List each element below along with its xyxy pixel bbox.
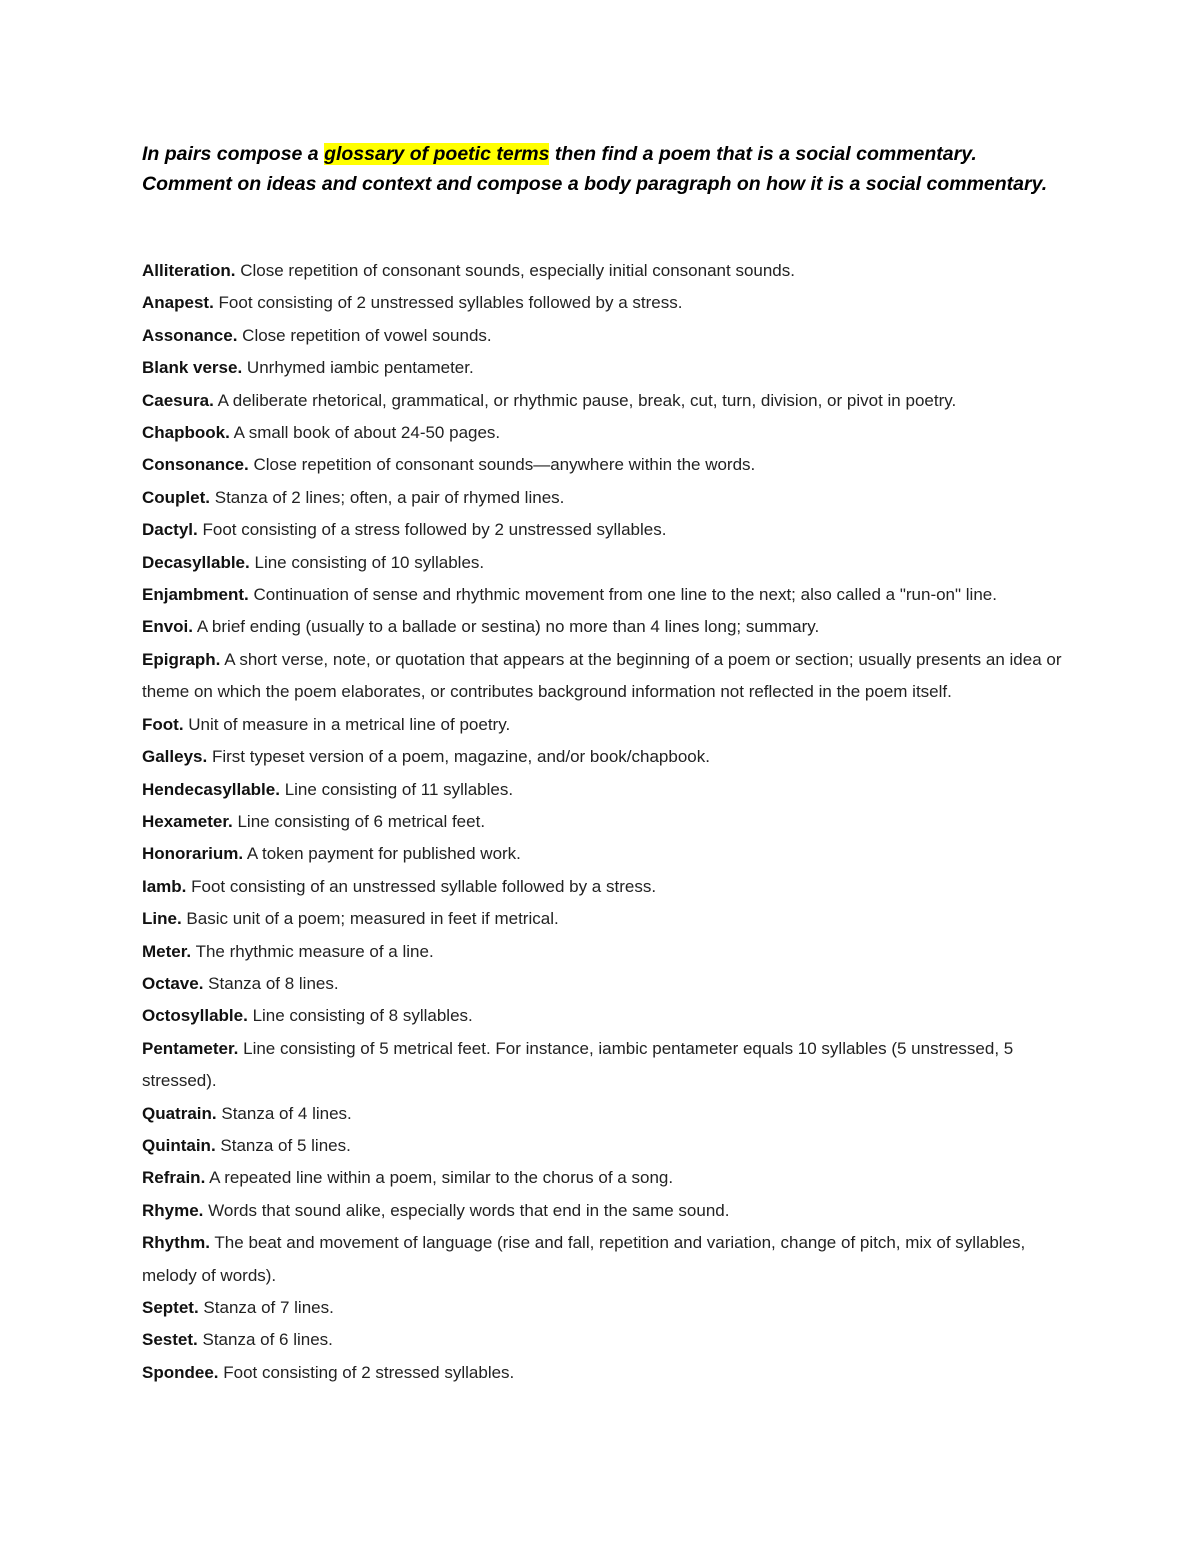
glossary-entry [142,936,1077,968]
glossary-term: Rhyme. [142,1200,204,1220]
glossary-term: Blank verse. [142,358,243,378]
glossary-definition: The rhythmic measure of a line. [195,941,434,961]
glossary-definition: Close repetition of consonant sounds, especially initial consonant sounds. [240,261,795,280]
glossary-term: Pentameter. [142,1038,239,1058]
glossary-term: Septet. [142,1298,199,1317]
glossary-definition: Line consisting of 8 syllables. [252,1006,473,1026]
instructions-rest: then find a poem that is a social commentary. Comment on ideas and context and compose a body paragraph on how it is a social commentary. [142,143,1048,195]
glossary-term: Honorarium. [142,844,244,864]
glossary-definition: Foot consisting of 2 unstressed syllables followed by a stress. [218,293,683,313]
glossary-term: Alliteration. [142,261,236,280]
glossary-entry [142,1098,1077,1130]
glossary-term: Foot. [142,714,184,734]
glossary-entry [142,385,1077,417]
glossary-definition: Words that sound alike, especially words that end in the same sound. [208,1200,730,1220]
glossary-definition: Line consisting of 11 syllables. [284,779,514,799]
glossary-entry [142,806,1077,838]
glossary-definition: A repeated line within a poem, similar to the chorus of a song. [209,1168,674,1188]
glossary-term: Sestet. [142,1330,198,1350]
glossary-definition: Basic unit of a poem; measured in feet if metrical. [186,909,559,929]
glossary-term: Epigraph. [142,649,221,669]
glossary-term: Line. [142,909,182,929]
glossary-entry [142,1000,1077,1032]
glossary-term: Rhythm. [142,1233,210,1253]
glossary-definition: Close repetition of vowel sounds. [242,325,492,345]
glossary-term: Caesura. [142,390,214,410]
glossary-term: Refrain. [142,1168,206,1188]
glossary-term: Enjambment. [142,585,249,605]
glossary-term: Octave. [142,973,204,993]
glossary-term: Galleys. [142,747,208,767]
instructions-intro: In pairs compose a [142,143,325,165]
glossary-definition: Line consisting of 5 metrical feet. For instance, iambic pentameter equals 10 syllables (5 unstressed, 5 stressed). [142,1038,1014,1091]
glossary-entry [142,968,1077,1000]
glossary-entry [142,903,1077,935]
glossary-entry [142,611,1077,643]
glossary-definition: Stanza of 8 lines. [208,973,339,993]
glossary-entry [142,871,1077,903]
glossary-definition: Unit of measure in a metrical line of poetry. [188,714,511,734]
glossary-definition: Close repetition of consonant sounds—anywhere within the words. [253,455,756,475]
glossary-definition: Foot consisting of 2 stressed syllables. [223,1362,515,1382]
glossary-entry [142,1227,1077,1292]
glossary-entry [142,287,1077,319]
glossary-entry [142,644,1077,709]
glossary-term: Hendecasyllable. [142,779,280,799]
glossary-entry [142,838,1077,870]
glossary-definition: A deliberate rhetorical, grammatical, or rhythmic pause, break, cut, turn, division, or pivot in poetry. [217,390,957,410]
glossary-definition: Line consisting of 6 metrical feet. [237,811,486,831]
instructions-heading [142,140,1072,199]
glossary-term: Dactyl. [142,520,198,540]
glossary-definition: Continuation of sense and rhythmic movement from one line to the next; also called a "run-on" line. [253,585,997,605]
glossary-definition: The beat and movement of language (rise and fall, repetition and variation, change of pitch, mix of syllables, melody of words). [142,1233,1026,1285]
glossary-entry [142,514,1077,546]
glossary-term: Hexameter. [142,811,233,831]
glossary-term: Consonance. [142,455,249,475]
glossary-term: Quatrain. [142,1103,217,1123]
glossary-entry [142,1292,1077,1324]
glossary-entry [142,774,1077,806]
glossary-entry [142,709,1077,741]
glossary-entry [142,1162,1077,1194]
glossary-definition: Stanza of 5 lines. [220,1135,351,1155]
glossary-entry [142,352,1077,384]
glossary-term: Spondee. [142,1362,219,1382]
glossary-definition: A small book of about 24-50 pages. [233,423,501,443]
glossary-term: Decasyllable. [142,552,250,572]
glossary-definition: A short verse, note, or quotation that appears at the beginning of a poem or section; usually presents an idea or theme on which the poem elaborates, or contributes background information not reflected in the poem itself. [142,649,1062,702]
glossary-entry [142,449,1077,481]
glossary-definition: Unrhymed iambic pentameter. [246,358,474,378]
glossary-term: Couplet. [142,487,210,507]
glossary-entry [142,741,1077,773]
glossary-list [142,255,1077,1389]
glossary-definition: First typeset version of a poem, magazine, and/or book/chapbook. [211,747,710,767]
glossary-entry [142,320,1077,352]
glossary-term: Envoi. [142,617,194,637]
highlighted-phrase: glossary of poetic terms [324,143,550,165]
glossary-definition: A brief ending (usually to a ballade or sestina) no more than 4 lines long; summary. [196,617,820,637]
glossary-term: Meter. [142,941,192,961]
glossary-entry [142,482,1077,514]
glossary-definition: Foot consisting of an unstressed syllable followed by a stress. [191,876,657,896]
glossary-definition: Foot consisting of a stress followed by 2 unstressed syllables. [202,520,667,540]
glossary-term: Assonance. [142,325,238,345]
glossary-entry [142,1130,1077,1162]
glossary-entry [142,417,1077,449]
glossary-term: Chapbook. [142,423,230,443]
glossary-definition: Stanza of 2 lines; often, a pair of rhymed lines. [214,487,565,507]
glossary-entry [142,255,1077,287]
glossary-term: Anapest. [142,293,214,313]
glossary-entry [142,1357,1077,1389]
glossary-entry [142,1195,1077,1227]
glossary-definition: Stanza of 6 lines. [202,1330,333,1350]
glossary-entry [142,1324,1077,1356]
glossary-definition: Stanza of 4 lines. [221,1103,352,1123]
glossary-term: Quintain. [142,1135,216,1155]
glossary-entry [142,1033,1077,1098]
glossary-term: Iamb. [142,876,187,896]
glossary-definition: Line consisting of 10 syllables. [254,552,485,572]
glossary-definition: A token payment for published work. [246,844,521,864]
glossary-entry [142,579,1077,611]
glossary-term: Octosyllable. [142,1006,248,1026]
glossary-entry [142,547,1077,579]
glossary-definition: Stanza of 7 lines. [203,1298,334,1317]
